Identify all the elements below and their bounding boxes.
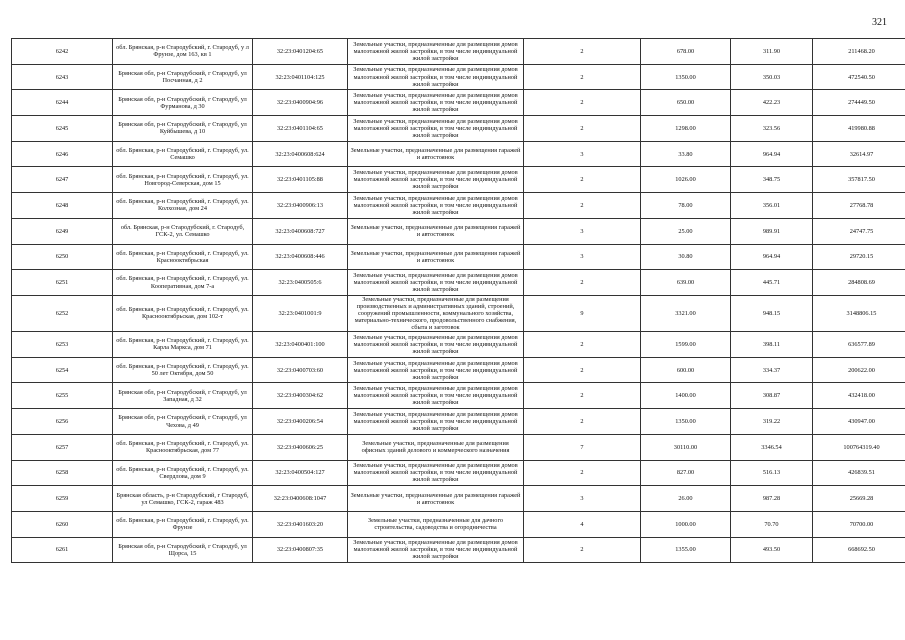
row-number-cell: 6244 xyxy=(12,90,113,116)
land-use-cell: Земельные участки, предназначенные для размещения домов малоэтажной жилой застройки, в том числе индивидуальной жилой застройки xyxy=(348,39,524,65)
use-group-cell: 4 xyxy=(524,511,641,537)
address-cell: Брянская обл, р-н Стародубский, г Стародуб, ул Куйбышева, д 10 xyxy=(113,116,253,142)
specific-value-cell: 948.15 xyxy=(731,295,813,331)
table-row xyxy=(12,409,905,435)
area-cell: 827.00 xyxy=(641,460,731,486)
area-cell: 1350.00 xyxy=(641,64,731,90)
cadastral-number-cell: 32:23:0401105:88 xyxy=(253,167,348,193)
land-use-cell: Земельные участки, предназначенные для размещения офисных зданий делового и коммерческого назначения xyxy=(348,434,524,460)
specific-value-cell: 311.90 xyxy=(731,39,813,65)
row-number-cell: 6254 xyxy=(12,357,113,383)
cadastral-value-cell: 668692.50 xyxy=(813,537,905,563)
specific-value-cell: 493.50 xyxy=(731,537,813,563)
cadastral-value-cell: 25669.28 xyxy=(813,486,905,512)
cadastral-number-cell: 32:23:0401104:65 xyxy=(253,116,348,142)
table-row xyxy=(12,116,905,142)
land-use-cell: Земельные участки, предназначенные для дачного строительства, садоводства и огородничества xyxy=(348,511,524,537)
use-group-cell: 2 xyxy=(524,39,641,65)
cadastral-value-cell: 27768.78 xyxy=(813,193,905,219)
cadastral-number-cell: 32:23:0400606:25 xyxy=(253,434,348,460)
cadastral-value-cell: 430947.00 xyxy=(813,409,905,435)
area-cell: 78.00 xyxy=(641,193,731,219)
area-cell: 650.00 xyxy=(641,90,731,116)
cadastral-value-cell: 426839.51 xyxy=(813,460,905,486)
cadastral-number-cell: 32:23:0400807:35 xyxy=(253,537,348,563)
specific-value-cell: 319.22 xyxy=(731,409,813,435)
use-group-cell: 2 xyxy=(524,116,641,142)
use-group-cell: 3 xyxy=(524,218,641,244)
row-number-cell: 6248 xyxy=(12,193,113,219)
table-row xyxy=(12,486,905,512)
table-row xyxy=(12,434,905,460)
cadastral-value-cell: 24747.75 xyxy=(813,218,905,244)
specific-value-cell: 70.70 xyxy=(731,511,813,537)
area-cell: 3321.00 xyxy=(641,295,731,331)
row-number-cell: 6257 xyxy=(12,434,113,460)
land-use-cell: Земельные участки, предназначенные для размещения домов малоэтажной жилой застройки, в том числе индивидуальной жилой застройки xyxy=(348,357,524,383)
cadastral-number-cell: 32:23:0401603:20 xyxy=(253,511,348,537)
cadastral-value-cell: 636577.89 xyxy=(813,332,905,358)
row-number-cell: 6255 xyxy=(12,383,113,409)
use-group-cell: 2 xyxy=(524,537,641,563)
use-group-cell: 2 xyxy=(524,383,641,409)
row-number-cell: 6250 xyxy=(12,244,113,270)
row-number-cell: 6246 xyxy=(12,141,113,167)
land-use-cell: Земельные участки, предназначенные для размещения домов малоэтажной жилой застройки, в том числе индивидуальной жилой застройки xyxy=(348,193,524,219)
cadastral-value-table xyxy=(11,38,905,563)
cadastral-value-cell: 70700.00 xyxy=(813,511,905,537)
area-cell: 26.00 xyxy=(641,486,731,512)
row-number-cell: 6242 xyxy=(12,39,113,65)
cadastral-number-cell: 32:23:0400304:62 xyxy=(253,383,348,409)
specific-value-cell: 356.01 xyxy=(731,193,813,219)
cadastral-number-cell: 32:23:0400906:13 xyxy=(253,193,348,219)
specific-value-cell: 989.91 xyxy=(731,218,813,244)
row-number-cell: 6260 xyxy=(12,511,113,537)
table-row xyxy=(12,511,905,537)
row-number-cell: 6245 xyxy=(12,116,113,142)
address-cell: обл. Брянская, р-н Стародубский, г. Стародуб, ул. Колхозная, дом 24 xyxy=(113,193,253,219)
address-cell: обл. Брянская, р-н Стародубский, г. Стародуб, ул. Свердлова, дом 9 xyxy=(113,460,253,486)
cadastral-number-cell: 32:23:0400703:60 xyxy=(253,357,348,383)
specific-value-cell: 516.13 xyxy=(731,460,813,486)
cadastral-value-cell: 432418.00 xyxy=(813,383,905,409)
cadastral-number-cell: 32:23:0401104:125 xyxy=(253,64,348,90)
table-row xyxy=(12,167,905,193)
use-group-cell: 9 xyxy=(524,295,641,331)
land-use-cell: Земельные участки, предназначенные для размещения гаражей и автостоянок xyxy=(348,141,524,167)
specific-value-cell: 348.75 xyxy=(731,167,813,193)
row-number-cell: 6249 xyxy=(12,218,113,244)
address-cell: Брянская обл, р-н Стародубский, г Стародуб, ул Посчанная, д 2 xyxy=(113,64,253,90)
land-use-cell: Земельные участки, предназначенные для размещения производственных и административных зданий, строений, сооружений промышленности, коммунального хозяйства, материально-технического, продовольственного снабжения, сбыта и заготовок xyxy=(348,295,524,331)
land-use-cell: Земельные участки, предназначенные для размещения гаражей и автостоянок xyxy=(348,486,524,512)
land-use-cell: Земельные участки, предназначенные для размещения домов малоэтажной жилой застройки, в том числе индивидуальной жилой застройки xyxy=(348,409,524,435)
table-row xyxy=(12,218,905,244)
row-number-cell: 6261 xyxy=(12,537,113,563)
row-number-cell: 6247 xyxy=(12,167,113,193)
land-use-cell: Земельные участки, предназначенные для размещения домов малоэтажной жилой застройки, в том числе индивидуальной жилой застройки xyxy=(348,383,524,409)
specific-value-cell: 445.71 xyxy=(731,270,813,296)
address-cell: обл. Брянская, р-н Стародубский, г. Стародуб, ул. Кооперативная, дом 7-а xyxy=(113,270,253,296)
table-body xyxy=(12,39,905,563)
table-row xyxy=(12,270,905,296)
use-group-cell: 3 xyxy=(524,141,641,167)
area-cell: 30.80 xyxy=(641,244,731,270)
area-cell: 1298.00 xyxy=(641,116,731,142)
row-number-cell: 6259 xyxy=(12,486,113,512)
use-group-cell: 2 xyxy=(524,270,641,296)
table-row xyxy=(12,90,905,116)
cadastral-number-cell: 32:23:0401001:9 xyxy=(253,295,348,331)
address-cell: обл. Брянская, р-н Стародубский, г. Стародуб, ул. Краснооктябрьская, дом 77 xyxy=(113,434,253,460)
cadastral-number-cell: 32:23:0400505:6 xyxy=(253,270,348,296)
address-cell: Брянская обл, р-н Стародубский, г Стародуб, ул Западная, д 32 xyxy=(113,383,253,409)
table-row xyxy=(12,39,905,65)
land-use-cell: Земельные участки, предназначенные для размещения домов малоэтажной жилой застройки, в том числе индивидуальной жилой застройки xyxy=(348,167,524,193)
cadastral-value-cell: 32614.97 xyxy=(813,141,905,167)
row-number-cell: 6252 xyxy=(12,295,113,331)
address-cell: Брянская область, р-н Стародубский, г Стародуб, ул Семашко, ГСК-2, гараж 483 xyxy=(113,486,253,512)
address-cell: обл. Брянская, р-н Стародубский, г. Стародуб, у л Фрунзе, дом 163, кв 1 xyxy=(113,39,253,65)
table-row xyxy=(12,64,905,90)
table-row xyxy=(12,383,905,409)
address-cell: обл. Брянская, р-н Стародубский, г. Стародуб, ул. Карла Маркса, дом 71 xyxy=(113,332,253,358)
cadastral-number-cell: 32:23:0400401:100 xyxy=(253,332,348,358)
specific-value-cell: 422.23 xyxy=(731,90,813,116)
address-cell: Брянская обл, р-н Стародубский, г Стародуб, ул Чехова, д 49 xyxy=(113,409,253,435)
address-cell: обл. Брянская, р-н Стародубский, г. Стародуб, ул. 50 лет Октября, дом 50 xyxy=(113,357,253,383)
cadastral-value-cell: 274449.50 xyxy=(813,90,905,116)
row-number-cell: 6258 xyxy=(12,460,113,486)
cadastral-value-cell: 3148806.15 xyxy=(813,295,905,331)
land-use-cell: Земельные участки, предназначенные для размещения гаражей и автостоянок xyxy=(348,244,524,270)
address-cell: обл. Брянская, р-н Стародубский, г. Стародуб, ГСК-2, ул. Семашко xyxy=(113,218,253,244)
table-row xyxy=(12,295,905,331)
use-group-cell: 2 xyxy=(524,167,641,193)
cadastral-value-cell: 100764319.40 xyxy=(813,434,905,460)
row-number-cell: 6251 xyxy=(12,270,113,296)
specific-value-cell: 334.37 xyxy=(731,357,813,383)
table-row xyxy=(12,357,905,383)
address-cell: обл. Брянская, р-н Стародубский, г. Стародуб, ул. Новгород-Северская, дом 15 xyxy=(113,167,253,193)
cadastral-value-cell: 472540.50 xyxy=(813,64,905,90)
use-group-cell: 2 xyxy=(524,332,641,358)
area-cell: 1400.00 xyxy=(641,383,731,409)
cadastral-value-cell: 211468.20 xyxy=(813,39,905,65)
address-cell: Брянская обл, р-н Стародубский, г Стародуб, ул Фурманова, д 30 xyxy=(113,90,253,116)
address-cell: обл. Брянская, р-н Стародубский, г. Стародуб, ул. Семашко xyxy=(113,141,253,167)
area-cell: 30110.00 xyxy=(641,434,731,460)
use-group-cell: 2 xyxy=(524,409,641,435)
table-row xyxy=(12,460,905,486)
land-use-cell: Земельные участки, предназначенные для размещения домов малоэтажной жилой застройки, в том числе индивидуальной жилой застройки xyxy=(348,332,524,358)
use-group-cell: 3 xyxy=(524,244,641,270)
land-use-cell: Земельные участки, предназначенные для размещения гаражей и автостоянок xyxy=(348,218,524,244)
cadastral-number-cell: 32:23:0400504:127 xyxy=(253,460,348,486)
table-row xyxy=(12,537,905,563)
land-use-cell: Земельные участки, предназначенные для размещения домов малоэтажной жилой застройки, в том числе индивидуальной жилой застройки xyxy=(348,537,524,563)
area-cell: 678.00 xyxy=(641,39,731,65)
use-group-cell: 7 xyxy=(524,434,641,460)
cadastral-value-cell: 29720.15 xyxy=(813,244,905,270)
cadastral-value-cell: 419980.88 xyxy=(813,116,905,142)
use-group-cell: 2 xyxy=(524,193,641,219)
use-group-cell: 3 xyxy=(524,486,641,512)
land-use-cell: Земельные участки, предназначенные для размещения домов малоэтажной жилой застройки, в том числе индивидуальной жилой застройки xyxy=(348,90,524,116)
area-cell: 1026.00 xyxy=(641,167,731,193)
area-cell: 639.00 xyxy=(641,270,731,296)
specific-value-cell: 3346.54 xyxy=(731,434,813,460)
area-cell: 1350.00 xyxy=(641,409,731,435)
land-use-cell: Земельные участки, предназначенные для размещения домов малоэтажной жилой застройки, в том числе индивидуальной жилой застройки xyxy=(348,116,524,142)
use-group-cell: 2 xyxy=(524,460,641,486)
specific-value-cell: 964.94 xyxy=(731,244,813,270)
address-cell: обл. Брянская, р-н Стародубский, г. Стародуб, ул. Фрунзе xyxy=(113,511,253,537)
specific-value-cell: 987.28 xyxy=(731,486,813,512)
cadastral-number-cell: 32:23:0400206:54 xyxy=(253,409,348,435)
row-number-cell: 6253 xyxy=(12,332,113,358)
cadastral-number-cell: 32:23:0400904:96 xyxy=(253,90,348,116)
cadastral-number-cell: 32:23:0400608:1047 xyxy=(253,486,348,512)
specific-value-cell: 964.94 xyxy=(731,141,813,167)
address-cell: обл. Брянская, р-н Стародубский, г. Стародуб, ул. Краснооктябрьская xyxy=(113,244,253,270)
cadastral-number-cell: 32:23:0401204:65 xyxy=(253,39,348,65)
cadastral-value-cell: 200622.00 xyxy=(813,357,905,383)
table-row xyxy=(12,193,905,219)
cadastral-number-cell: 32:23:0400608:624 xyxy=(253,141,348,167)
cadastral-value-cell: 284808.69 xyxy=(813,270,905,296)
row-number-cell: 6243 xyxy=(12,64,113,90)
area-cell: 33.80 xyxy=(641,141,731,167)
address-cell: обл. Брянская, р-н Стародубский, г. Стародуб, ул. Краснооктябрьская, дом 102-т xyxy=(113,295,253,331)
table-row xyxy=(12,141,905,167)
cadastral-value-cell: 357817.50 xyxy=(813,167,905,193)
specific-value-cell: 350.03 xyxy=(731,64,813,90)
table-row xyxy=(12,244,905,270)
land-use-cell: Земельные участки, предназначенные для размещения домов малоэтажной жилой застройки, в том числе индивидуальной жилой застройки xyxy=(348,270,524,296)
area-cell: 1355.00 xyxy=(641,537,731,563)
specific-value-cell: 398.11 xyxy=(731,332,813,358)
cadastral-number-cell: 32:23:0400608:446 xyxy=(253,244,348,270)
area-cell: 1000.00 xyxy=(641,511,731,537)
use-group-cell: 2 xyxy=(524,64,641,90)
table-row xyxy=(12,332,905,358)
address-cell: Брянская обл, р-н Стародубский, г Стародуб, ул Щорса, 15 xyxy=(113,537,253,563)
cadastral-number-cell: 32:23:0400608:727 xyxy=(253,218,348,244)
area-cell: 25.00 xyxy=(641,218,731,244)
use-group-cell: 2 xyxy=(524,90,641,116)
area-cell: 600.00 xyxy=(641,357,731,383)
land-use-cell: Земельные участки, предназначенные для размещения домов малоэтажной жилой застройки, в том числе индивидуальной жилой застройки xyxy=(348,64,524,90)
row-number-cell: 6256 xyxy=(12,409,113,435)
use-group-cell: 2 xyxy=(524,357,641,383)
specific-value-cell: 323.56 xyxy=(731,116,813,142)
area-cell: 1599.00 xyxy=(641,332,731,358)
page-number: 321 xyxy=(872,17,887,28)
land-use-cell: Земельные участки, предназначенные для размещения домов малоэтажной жилой застройки, в том числе индивидуальной жилой застройки xyxy=(348,460,524,486)
specific-value-cell: 308.87 xyxy=(731,383,813,409)
